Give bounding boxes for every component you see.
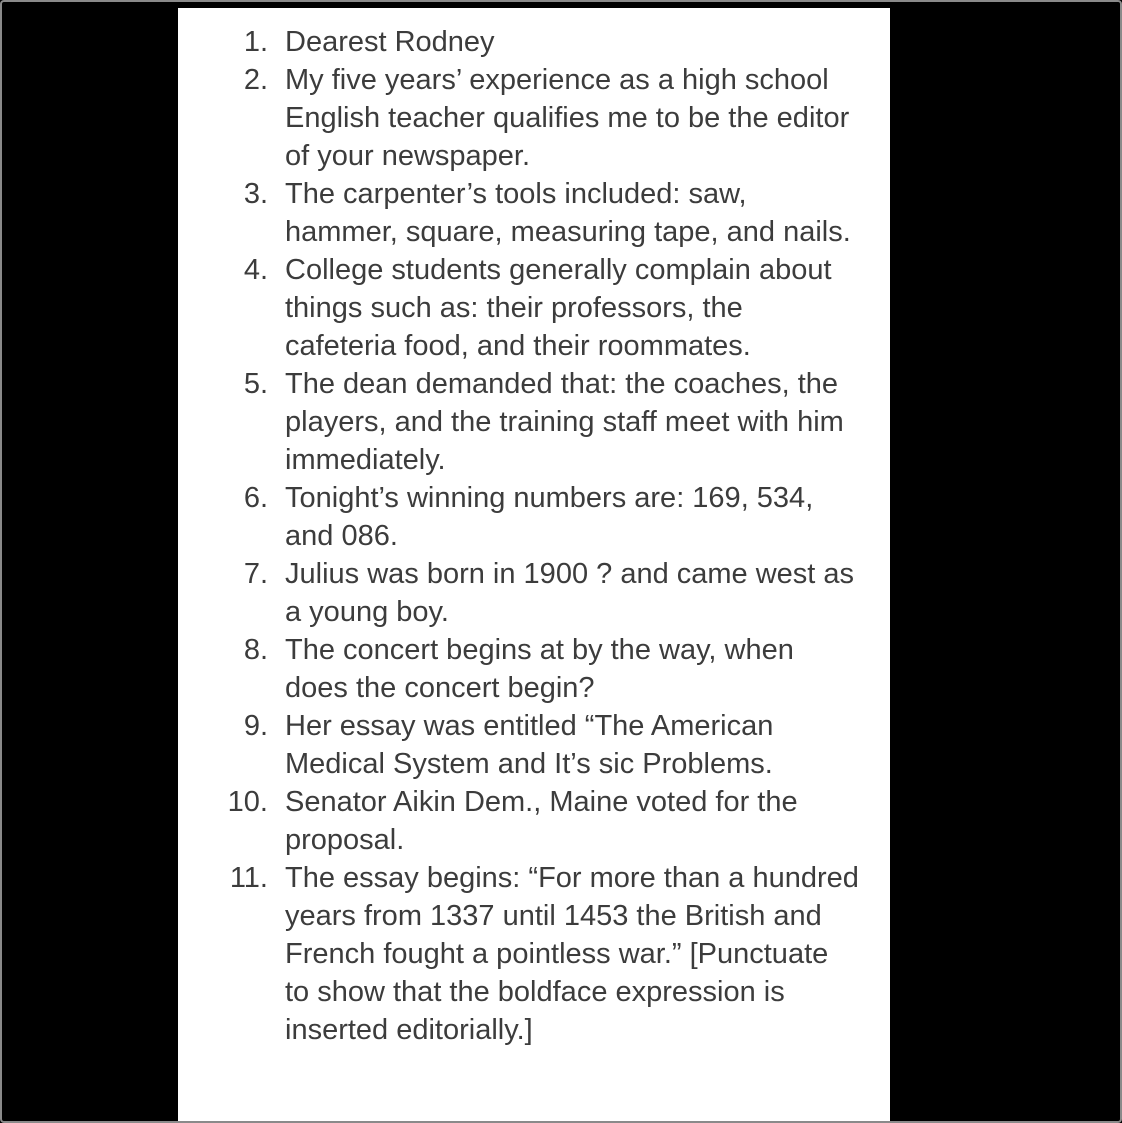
- item-text: The essay begins: “For more than a hundred years from 1337 until 1453 the British and French fought a pointless war.” [Punctuate to show that the boldface expression is inserted editorially.]: [285, 862, 859, 1046]
- list-item: [178, 859, 890, 1049]
- list-item: [178, 365, 890, 479]
- item-number: 7.: [243, 558, 268, 590]
- item-number: 5.: [243, 368, 268, 400]
- list-item: [178, 175, 890, 251]
- list-item: [178, 61, 890, 175]
- list-item: [178, 251, 890, 365]
- item-number: 2.: [243, 64, 268, 96]
- item-number: 11.: [229, 862, 268, 894]
- item-text: The concert begins at by the way, when does the concert begin?: [285, 634, 794, 704]
- item-number: 1.: [243, 26, 268, 58]
- item-text: My five years’ experience as a high school English teacher qualifies me to be the editor of your newspaper.: [285, 64, 850, 172]
- item-text: The dean demanded that: the coaches, the players, and the training staff meet with him immediately.: [285, 368, 844, 476]
- list-item: [178, 707, 890, 783]
- item-number: 3.: [243, 178, 268, 210]
- item-text: College students generally complain about things such as: their professors, the cafeteria food, and their roommates.: [285, 254, 832, 362]
- document-page: [178, 8, 890, 1121]
- item-number: 9.: [243, 710, 268, 742]
- item-number: 10.: [227, 786, 268, 818]
- item-text: Tonight’s winning numbers are: 169, 534, and 086.: [285, 482, 814, 552]
- list-item: [178, 783, 890, 859]
- item-text: The carpenter’s tools included: saw, hammer, square, measuring tape, and nails.: [285, 178, 851, 248]
- exercise-list: [178, 23, 890, 1049]
- list-item: [178, 555, 890, 631]
- list-item: [178, 23, 890, 61]
- item-text: Senator Aikin Dem., Maine voted for the proposal.: [285, 786, 798, 856]
- item-number: 8.: [243, 634, 268, 666]
- item-number: 4.: [243, 254, 268, 286]
- item-number: 6.: [243, 482, 268, 514]
- list-item: [178, 479, 890, 555]
- item-text: Her essay was entitled “The American Medical System and It’s sic Problems.: [285, 710, 774, 780]
- item-text: Julius was born in 1900 ? and came west as a young boy.: [285, 558, 855, 628]
- list-item: [178, 631, 890, 707]
- item-text: Dearest Rodney: [285, 26, 495, 58]
